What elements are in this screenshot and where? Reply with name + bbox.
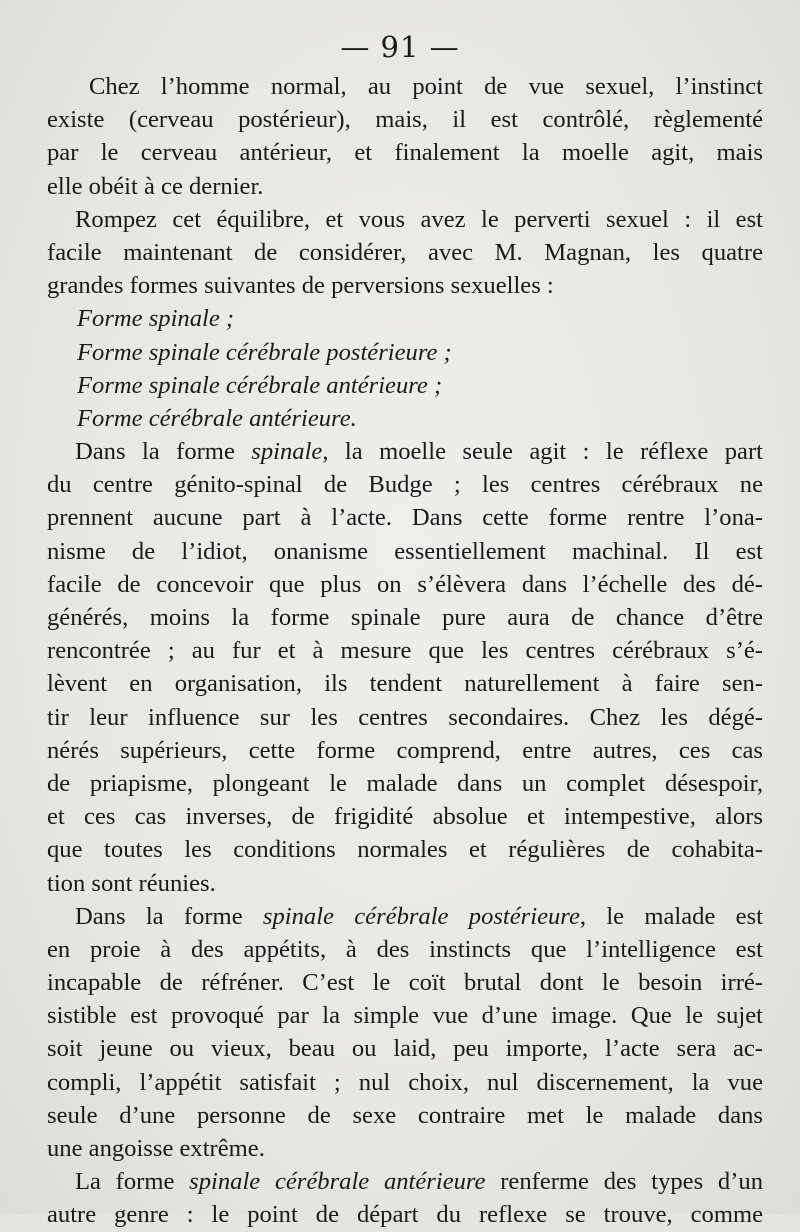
italic-term: spinale cérébrale postérieure [262,902,580,930]
text-line: Rompez cet équilibre, et vous avez le perverti sexuel : il est [75,205,763,233]
text-line: de priapisme, plongeant le malade dans un complet désespoir, [47,769,763,797]
text-line: par le cerveau antérieur, et finalement la moelle agit, mais [47,139,763,167]
paragraph-2 [47,203,763,303]
form-item-spinale-cerebrale-posterieure: Forme spinale cérébrale postérieure ; [77,338,452,366]
text-line: tir leur influence sur les centres secondaires. Chez les dégé- [47,703,763,731]
text-line: et ces cas inverses, de frigidité absolue et intempestive, alors [47,803,763,831]
paragraph-1 [47,70,763,203]
text-line: prennent aucune part à l’acte. Dans cette forme rentre l’ona- [47,504,763,532]
italic-term: spinale [251,438,323,466]
text-line: grandes formes suivantes de perversions sexuelles : [47,272,554,300]
page-number: — 91 — [340,30,460,64]
text-line: tion sont réunies. [47,869,216,897]
form-item-cerebrale-anterieure: Forme cérébrale antérieure. [77,404,357,432]
text-line: elle obéit à ce dernier. [47,172,264,200]
forms-list [47,302,763,435]
italic-term: spinale cérébrale antérieure [189,1168,486,1196]
text-line: existe (cerveau postérieur), mais, il est contrôlé, règlementé [47,106,763,134]
text-line: compli, l’appétit satisfait ; nul choix, nul discernement, la vue [47,1068,763,1096]
text-line: lèvent en organisation, ils tendent naturellement à faire sen- [47,670,763,698]
text-line: autre genre : le point de départ du reflexe se trouve, comme [47,1201,763,1229]
text-line: Dans la forme spinale, la moelle seule agit : le réflexe part [75,438,763,466]
text-line: en proie à des appétits, à des instincts que l’intelligence est [47,935,763,963]
text-line: une angoisse extrême. [47,1135,265,1162]
text-line: incapable de réfréner. C’est le coït brutal dont le besoin irré- [47,969,763,997]
text-line: que toutes les conditions normales et régulières de cohabita- [47,836,763,864]
text-line: Dans la forme spinale cérébrale postérieure, le malade est [75,902,763,930]
text-line: La forme spinale cérébrale antérieure renferme des types d’un [75,1168,763,1196]
body-text [47,70,763,1232]
form-item-spinale-cerebrale-anterieure: Forme spinale cérébrale antérieure ; [77,371,443,399]
paragraph-4 [47,900,763,1166]
text-line: sistible est provoqué par la simple vue d’une image. Que le sujet [47,1002,763,1030]
paragraph-5 [47,1165,763,1231]
text-line: du centre génito-spinal de Budge ; les centres cérébraux ne [47,471,763,499]
text-line: générés, moins la forme spinale pure aura de chance d’être [47,604,763,631]
text-line: rencontrée ; au fur et à mesure que les centres cérébraux s’é- [47,637,763,665]
text-line: seule d’une personne de sexe contraire met le malade dans [47,1101,763,1129]
text-line: soit jeune ou vieux, beau ou laid, peu importe, l’acte sera ac- [47,1035,763,1063]
paragraph-3 [47,435,763,900]
text-line: facile de concevoir que plus on s’élèvera dans l’échelle des dé- [47,570,763,598]
text-line: Chez l’homme normal, au point de vue sexuel, l’instinct [89,73,763,100]
text-line: nisme de l’idiot, onanisme essentiellement machinal. Il est [47,537,763,565]
text-line: nérés supérieurs, cette forme comprend, entre autres, ces cas [47,736,763,764]
text-line: facile maintenant de considérer, avec M. Magnan, les quatre [47,238,763,266]
form-item-spinale: Forme spinale ; [77,305,235,333]
